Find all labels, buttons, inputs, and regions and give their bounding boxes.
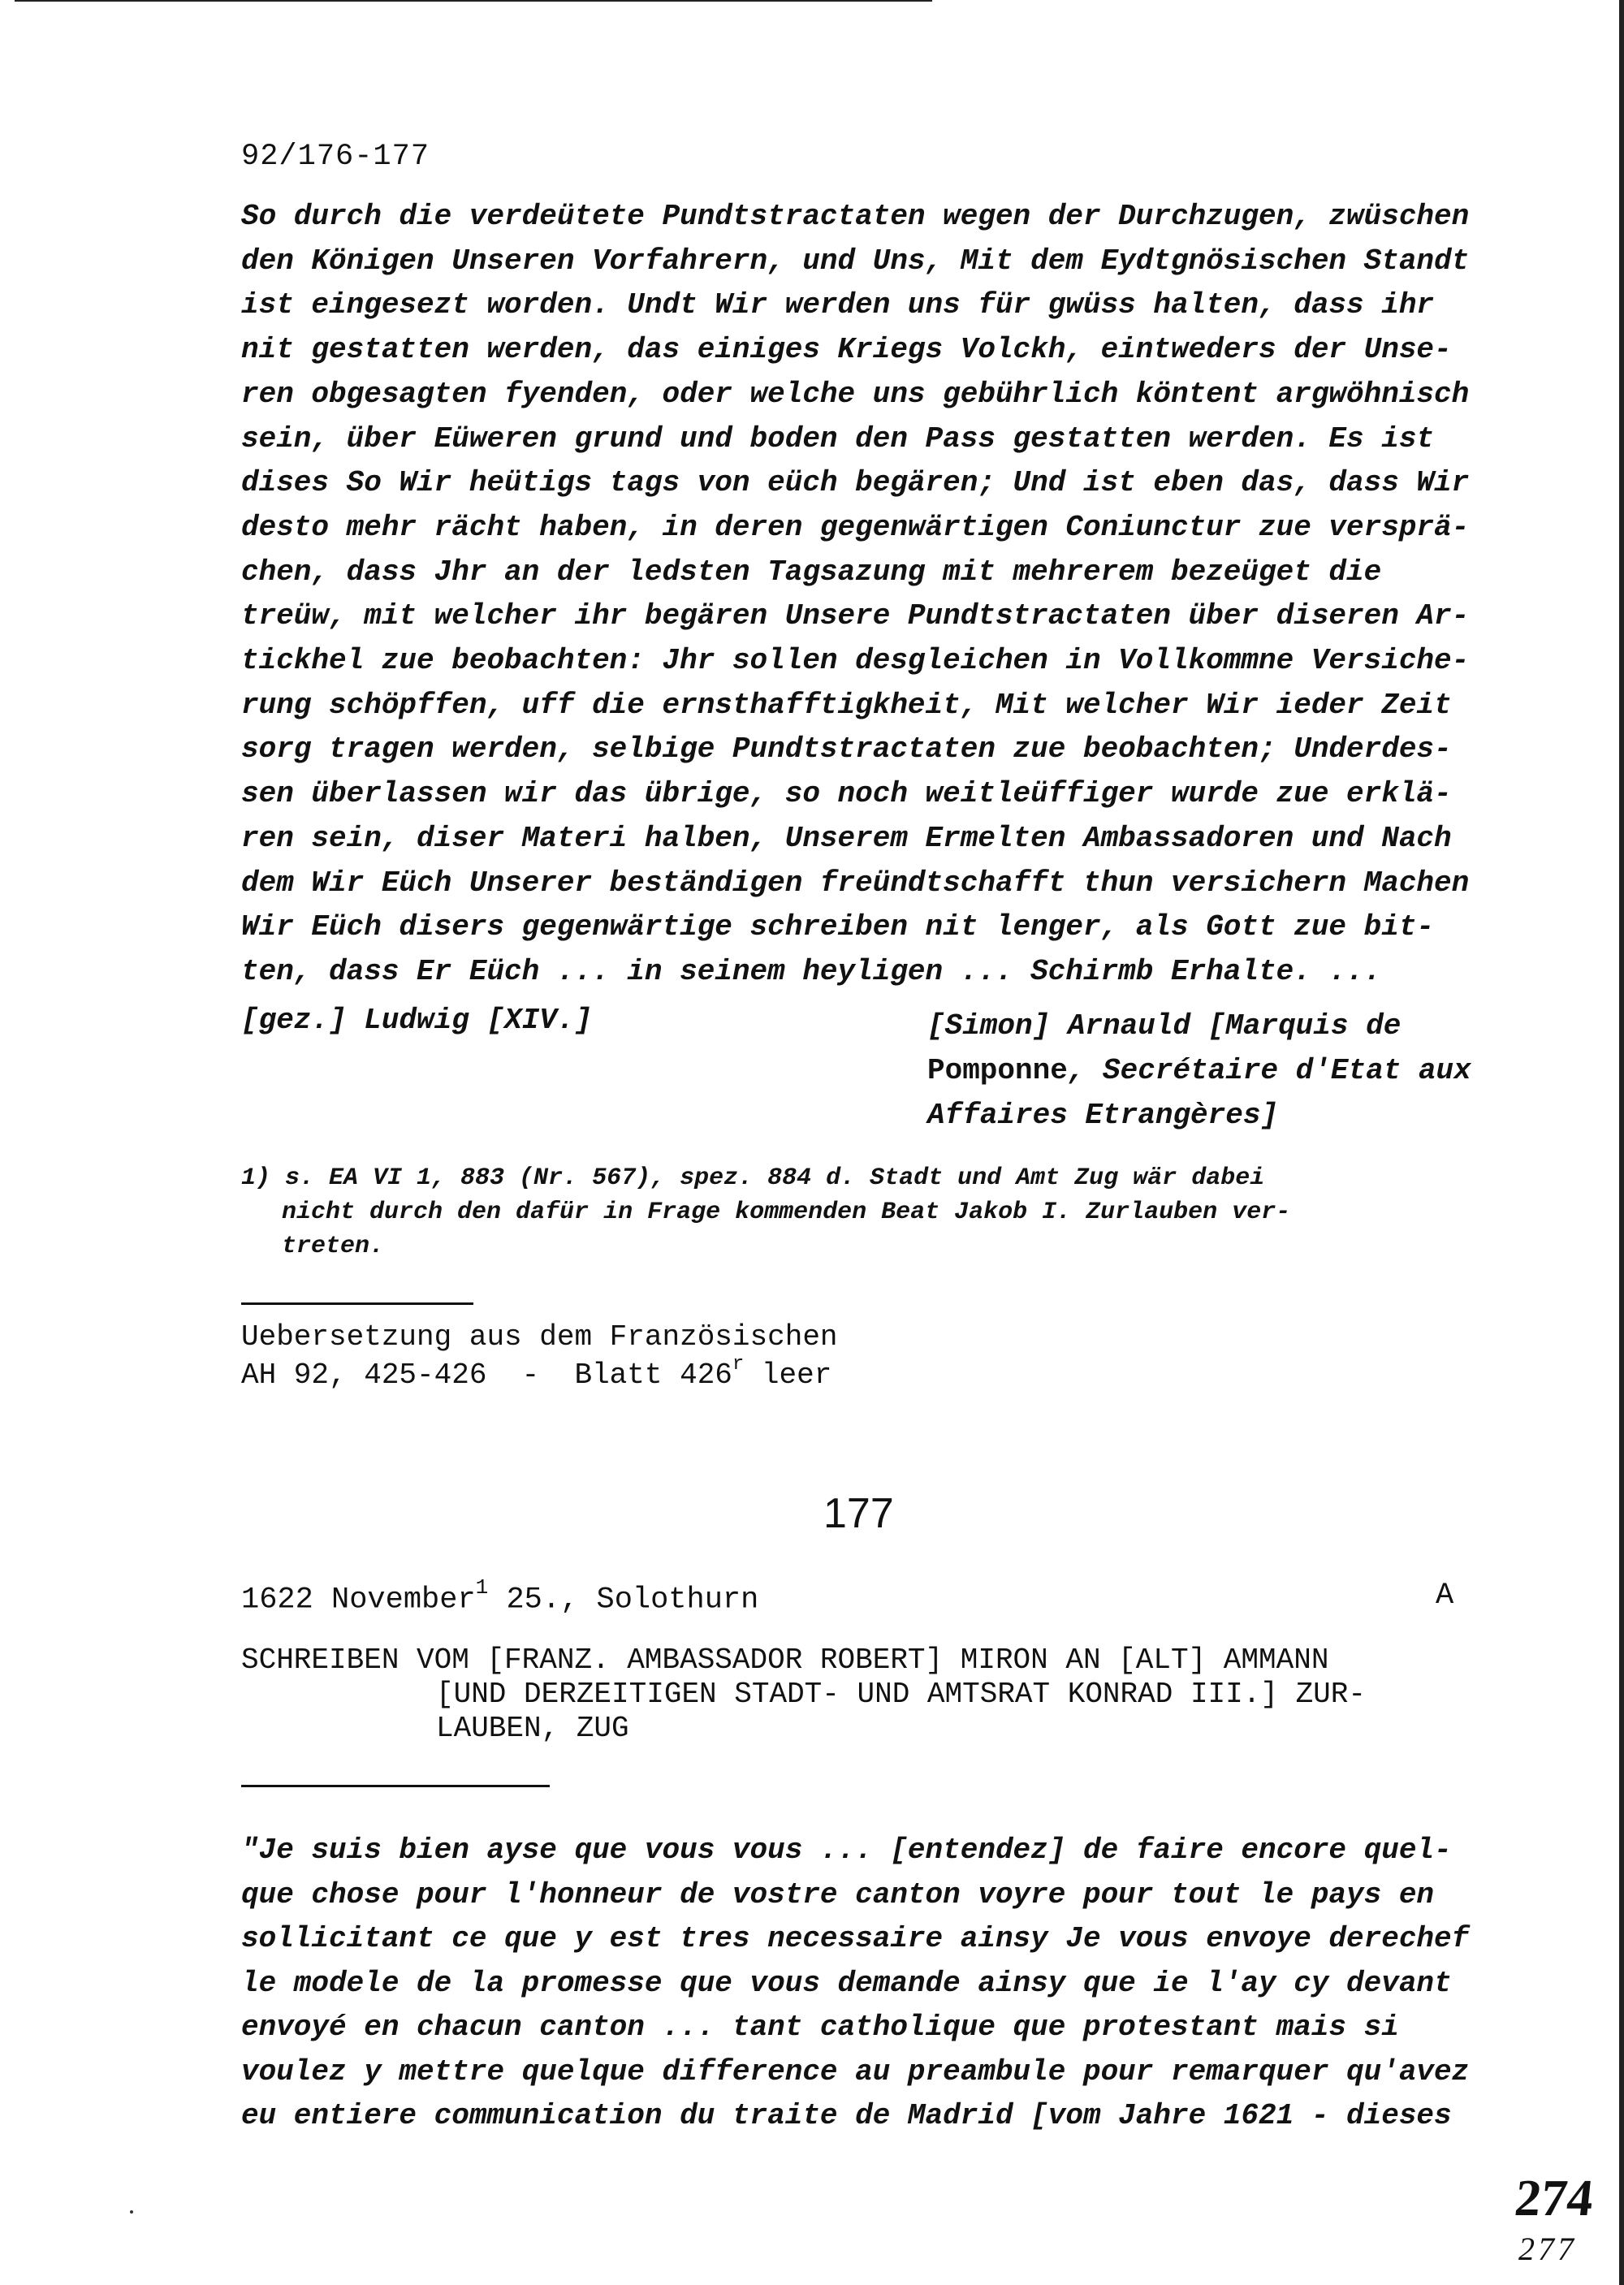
- main-text-line: dem Wir Eüch Unserer beständigen freündtschafft thun versichern Machen: [241, 866, 1470, 900]
- signature-secretary-line: Affaires Etrangères]: [927, 1099, 1279, 1132]
- letter-heading-line: SCHREIBEN VOM [FRANZ. AMBASSADOR ROBERT] MIRON AN [ALT] AMMANN: [241, 1644, 1329, 1677]
- main-text-line: tickhel zue beobachten: Jhr sollen desgleichen in Vollkommne Versiche-: [241, 644, 1470, 678]
- french-text-line: que chose pour l'honneur de vostre canton voyre pour tout le pays en: [241, 1877, 1435, 1911]
- main-text-line: rung schöpffen, uff die ernsthafftigkheit, Mit welcher Wir ieder Zeit: [241, 688, 1452, 722]
- main-text: [241, 195, 1492, 995]
- french-text-line: le modele de la promesse que vous demande ainsy que ie l'ay cy devant: [241, 1966, 1452, 2000]
- document-id: 92/176-177: [241, 140, 430, 174]
- main-text-line: nit gestatten werden, das einiges Kriegs Volckh, eintweders der Unse-: [241, 333, 1452, 367]
- source-note-sup: r: [732, 1354, 745, 1376]
- source-note-ref: AH 92, 425-426 - Blatt 426: [241, 1358, 732, 1392]
- page-number-handwritten: 277: [1518, 2231, 1577, 2267]
- main-text-line: ren sein, diser Materi halben, Unserem Ermelten Ambassadoren und Nach: [241, 821, 1452, 855]
- letter-heading-line: [UND DERZEITIGEN STADT- UND AMTSRAT KONRAD III.] ZUR-: [436, 1678, 1366, 1711]
- footnote-line: nicht durch den dafür in Frage kommenden Beat Jakob I. Zurlauben ver-: [282, 1199, 1291, 1226]
- section-divider: [241, 1302, 473, 1305]
- french-text-line: "Je suis bien ayse que vous vous ... [entendez] de faire encore quel-: [241, 1834, 1452, 1867]
- main-text-line: ist eingesezt worden. Undt Wir werden uns für gwüss halten, dass ihr: [241, 288, 1435, 322]
- signature-secretary-title: , Secrétaire d'Etat aux: [1067, 1054, 1471, 1087]
- dateline-date: 1622 November: [241, 1583, 476, 1618]
- signature-secretary-name: Pomponne: [927, 1054, 1068, 1087]
- main-text-line: sorg tragen werden, selbige Pundtstractaten zue beobachten; Underdes-: [241, 732, 1452, 767]
- letter-heading: [241, 1644, 1508, 1746]
- main-text-line: sen überlassen wir das übrige, so noch weitleüffiger wurde zue erklä-: [241, 777, 1452, 811]
- page-right-edge: [1619, 0, 1624, 2285]
- footnote-line: treten.: [282, 1233, 385, 1260]
- signature-secretary-line: [Simon] Arnauld [Marquis de: [927, 1009, 1402, 1043]
- source-note: [241, 1322, 838, 1391]
- letter-heading-line: LAUBEN, ZUG: [436, 1712, 629, 1745]
- main-text-line: treüw, mit welcher ihr begären Unsere Pundtstractaten über diseren Ar-: [241, 599, 1470, 633]
- main-text-line: den Königen Unseren Vorfahrern, und Uns, Mit dem Eydtgnösischen Standt: [241, 244, 1470, 278]
- french-text-line: sollicitant ce que y est tres necessaire ainsy Je vous envoye derechef: [241, 1922, 1470, 1955]
- french-text: [241, 1829, 1508, 2139]
- scan-speck: [130, 2210, 133, 2214]
- main-text-line: sein, über Eüweren grund und boden den Pass gestatten werden. Es ist: [241, 421, 1435, 456]
- source-note-line: Uebersetzung aus dem Französischen: [241, 1320, 838, 1354]
- dateline-mark: A: [1436, 1579, 1454, 1613]
- french-text-line: voulez y mettre quelque difference au preambule pour remarquer qu'avez: [241, 2054, 1470, 2088]
- dateline-footnote-ref: 1: [475, 1575, 489, 1600]
- signature-king: [gez.] Ludwig [XIV.]: [241, 1004, 593, 1037]
- main-text-line: Wir Eüch disers gegenwärtige schreiben nit lenger, als Gott zue bit-: [241, 910, 1435, 944]
- main-text-line: desto mehr rächt haben, in deren gegenwärtigen Coniunctur zue versprä-: [241, 510, 1470, 544]
- french-text-line: eu entiere communication du traite de Madrid [vom Jahre 1621 - dieses: [241, 2099, 1452, 2132]
- signature-secretary-line: [927, 1048, 1496, 1093]
- main-text-line: ten, dass Er Eüch ... in seinem heyligen ... Schirmb Erhalte. ...: [241, 954, 1382, 988]
- main-text-line: ren obgesagten fyenden, oder welche uns gebührlich köntent argwöhnisch: [241, 377, 1470, 411]
- section-divider: [241, 1785, 550, 1787]
- main-text-line: So durch die verdeütete Pundtstractaten wegen der Durchzugen, zwüschen: [241, 200, 1470, 233]
- page-top-edge: [15, 0, 932, 2]
- footnote-line: 1) s. EA VI 1, 883 (Nr. 567), spez. 884 d. Stadt und Amt Zug wär dabei: [241, 1164, 1265, 1192]
- french-text-line: envoyé en chacun canton ... tant catholique que protestant mais si: [241, 2011, 1399, 2044]
- source-note-suffix: leer: [744, 1358, 832, 1392]
- signature-secretary: [927, 1004, 1496, 1138]
- source-note-line: [241, 1353, 838, 1391]
- main-text-line: chen, dass Jhr an der ledsten Tagsazung mit mehrerem bezeüget die: [241, 555, 1382, 589]
- document-number: 177: [823, 1490, 894, 1537]
- dateline-place: 25., Solothurn: [488, 1583, 759, 1618]
- main-text-line: dises So Wir heütigs tags von eüch begären; Und ist eben das, dass Wir: [241, 466, 1470, 500]
- dateline: [241, 1575, 759, 1618]
- footnote: [241, 1161, 1508, 1263]
- page-stamp-handwritten: 274: [1512, 2169, 1596, 2227]
